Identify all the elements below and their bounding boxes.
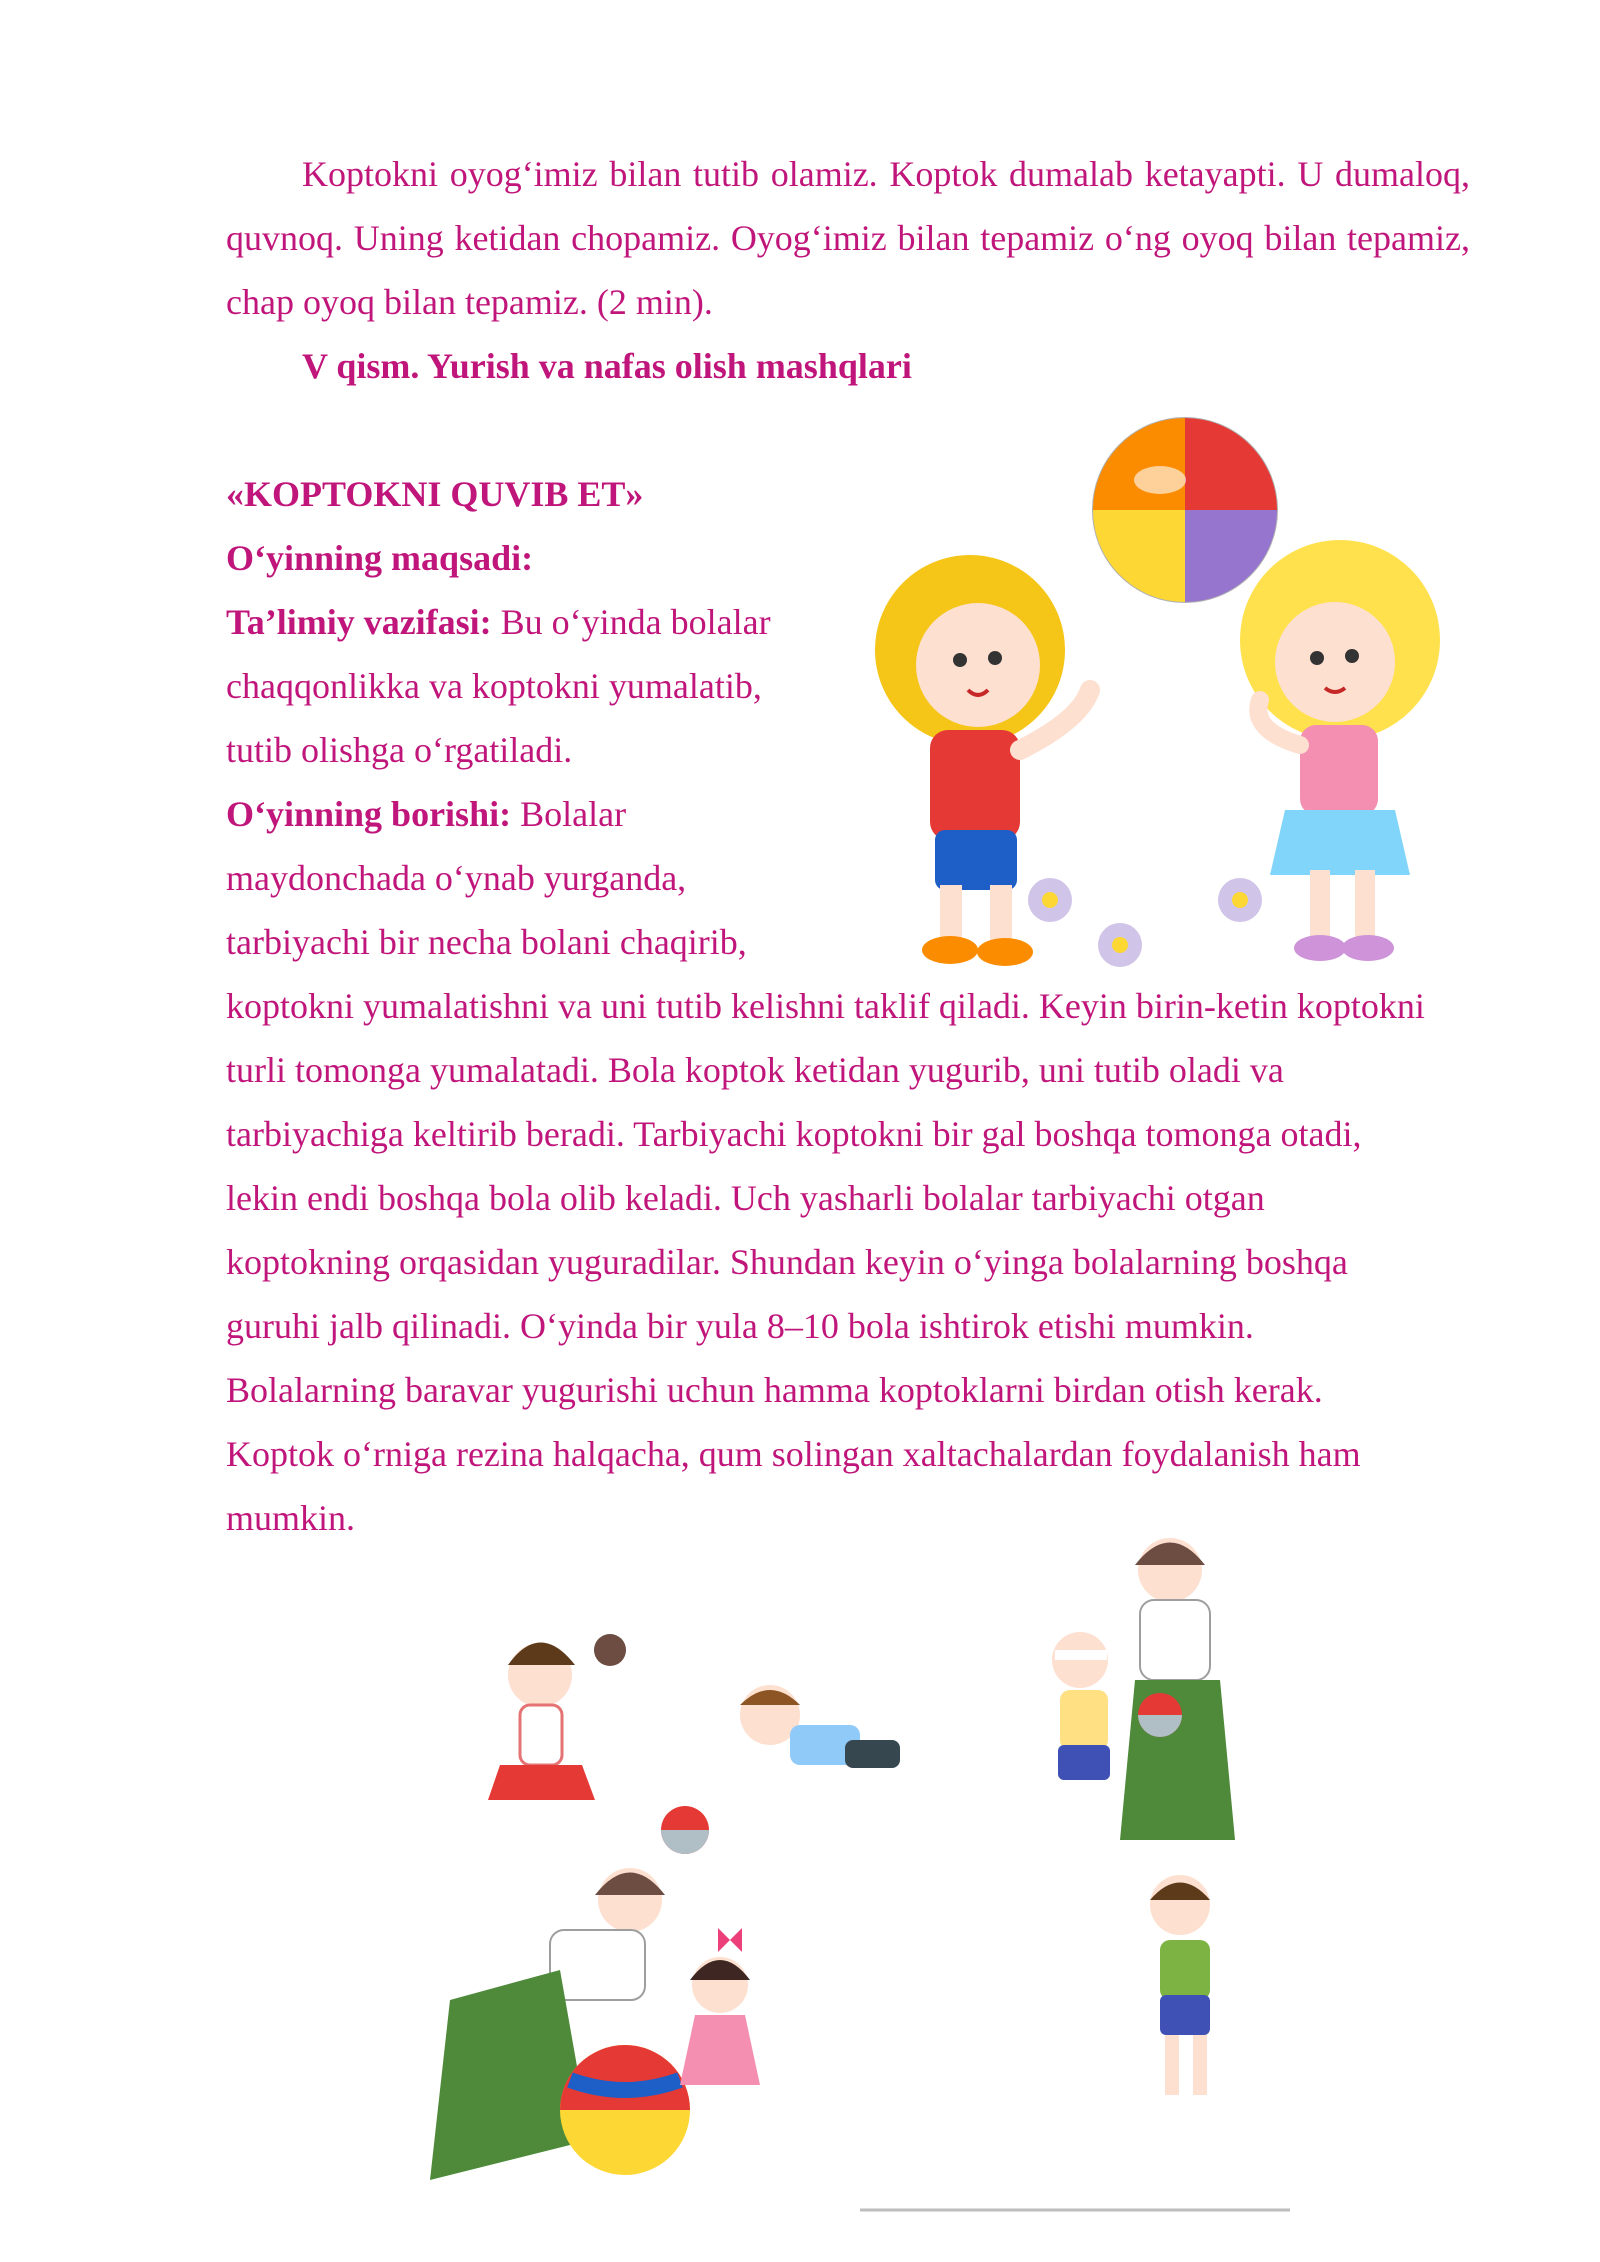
intro-paragraph: Koptokni oyog‘imiz bilan tutib olamiz. Koptok dumalab ketayapti. U dumaloq, quvnoq. Uning ketidan chopamiz. Oyog‘imiz bilan tepamiz o‘ng oyoq bilan tepamiz, chap oyoq bilan tepamiz. (2 min). bbox=[226, 154, 1470, 322]
teacher-icon bbox=[1120, 1538, 1235, 1840]
body-line: mumkin. bbox=[226, 1498, 356, 1538]
girl-icon bbox=[1052, 1632, 1110, 1780]
process-line: maydonchada o‘ynab yurganda, bbox=[226, 858, 687, 898]
task-label: Ta’limiy vazifasi: bbox=[226, 602, 492, 642]
task-line bbox=[226, 590, 771, 654]
playground-illustration bbox=[390, 1500, 1350, 2245]
section-heading: V qism. Yurish va nafas olish mashqlari bbox=[302, 346, 912, 386]
girl-icon bbox=[1240, 540, 1440, 961]
body-line: turli tomonga yumalatadi. Bola koptok ketidan yugurib, uni tutib oladi va bbox=[226, 1050, 1284, 1090]
beach-ball-icon bbox=[661, 1806, 709, 1854]
task-text: Bu o‘yinda bolalar bbox=[491, 602, 771, 642]
body-line: Bolalarning baravar yugurishi uchun hamma koptoklarni birdan otish kerak. bbox=[226, 1370, 1323, 1410]
boy-icon bbox=[1150, 1875, 1210, 2095]
process-text: Bolalar bbox=[511, 794, 627, 834]
process-label: O‘yinning borishi: bbox=[226, 794, 512, 834]
body-line: tarbiyachiga keltirib beradi. Tarbiyachi koptokni bir gal boshqa tomonga otadi, bbox=[226, 1114, 1362, 1154]
beach-ball-icon bbox=[560, 2045, 690, 2175]
beach-ball-icon bbox=[1138, 1693, 1182, 1737]
children-ball-illustration bbox=[820, 400, 1510, 980]
process-line: tarbiyachi bir necha bolani chaqirib, bbox=[226, 922, 747, 962]
boy-icon bbox=[740, 1685, 900, 1768]
girl-icon bbox=[488, 1634, 626, 1800]
body-line: guruhi jalb qilinadi. O‘yinda bir yula 8–10 bola ishtirok etishi mumkin. bbox=[226, 1306, 1254, 1346]
task-line: chaqqonlikka va koptokni yumalatib, bbox=[226, 666, 762, 706]
body-line: koptokni yumalatishni va uni tutib kelishni taklif qiladi. Keyin birin-ketin koptokni bbox=[226, 986, 1425, 1026]
beach-ball-icon bbox=[1093, 418, 1277, 602]
process-line bbox=[226, 782, 626, 846]
body-line: Koptok o‘rniga rezina halqacha, qum solingan xaltachalardan foydalanish ham bbox=[226, 1434, 1361, 1474]
flower-icon bbox=[1028, 878, 1262, 967]
body-line: koptokning orqasidan yuguradilar. Shundan keyin o‘yinga bolalarning boshqa bbox=[226, 1242, 1348, 1282]
body-line: lekin endi boshqa bola olib keladi. Uch yasharli bolalar tarbiyachi otgan bbox=[226, 1178, 1265, 1218]
task-line: tutib olishga o‘rgatiladi. bbox=[226, 730, 573, 770]
girl-icon bbox=[680, 1928, 760, 2085]
goal-label: O‘yinning maqsadi: bbox=[226, 538, 534, 578]
game-title: «KOPTOKNI QUVIB ET» bbox=[226, 474, 644, 514]
